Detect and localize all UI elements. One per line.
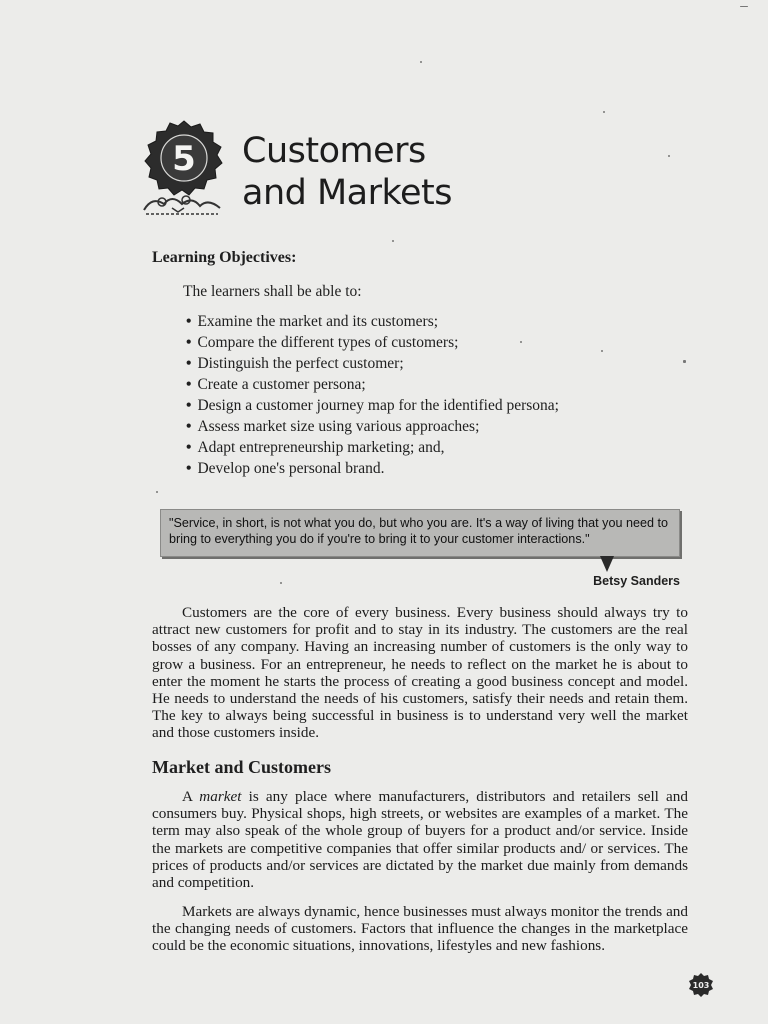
objective-item: • Distinguish the perfect customer; xyxy=(186,353,559,374)
scan-speck xyxy=(156,491,158,493)
objectives-list xyxy=(186,311,559,479)
market-rest-text: is any place where manufacturers, distributors and retailers sell and consumers buy. Physical shops, high streets, or websites are examples of a market. The term may also speak of the whole group of buyers for a product and/or service. Inside the markets are competitive companies that offer similar products and/ or services. The prices of products and/or services are dictated by the market due mainly from demands and competition. xyxy=(152,788,688,892)
quote-author: Betsy Sanders xyxy=(593,574,680,588)
scan-speck xyxy=(740,6,748,7)
intro-paragraph: Customers are the core of every business. Every business should always try to attract new customers for profit and to stay in its industry. The customers are the real bosses of any company. Having an increasing number of customers is the only way to grow a business. For an entrepreneur, he needs to reflect on the market he is about to enter the moment he starts the process of creating a good business concept and model. He needs to understand the needs of his customers, satisfy their needs and retain them. The key to always being successful in business is to understand very well the market and those customers inside. xyxy=(152,604,688,742)
objective-item: • Examine the market and its customers; xyxy=(186,311,559,332)
chapter-title-line2: and Markets xyxy=(242,173,453,213)
quote-text: "Service, in short, is not what you do, but who you are. It's a way of living that you need to bring to everything you do if you're to bring it to your customer interactions." xyxy=(169,516,669,546)
section-heading: Market and Customers xyxy=(152,757,331,777)
scan-speck xyxy=(420,61,422,63)
page-number: 103 xyxy=(692,980,710,990)
learning-objectives-heading: Learning Objectives: xyxy=(152,249,297,266)
scan-speck xyxy=(280,582,282,584)
scan-speck xyxy=(683,360,686,363)
objective-item: • Compare the different types of customers; xyxy=(186,332,559,353)
scan-speck xyxy=(392,240,394,242)
speech-tail-icon xyxy=(598,556,616,574)
chapter-title-line1: Customers xyxy=(242,131,426,171)
chapter-number: 5 xyxy=(172,139,196,179)
market-lead-text: A xyxy=(182,788,200,805)
scan-speck xyxy=(668,155,670,157)
chapter-title xyxy=(242,130,452,214)
scan-speck xyxy=(603,111,605,113)
market-term: market xyxy=(199,788,242,805)
scan-speck xyxy=(520,341,522,343)
objective-item: • Create a customer persona; xyxy=(186,374,559,395)
scan-speck xyxy=(601,350,603,352)
markets-dynamic-paragraph: Markets are always dynamic, hence businesses must always monitor the trends and the changing needs of customers. Factors that influence the changes in the marketplace could be the economic situations, innovations, lifestyles and new fashions. xyxy=(152,903,688,955)
objective-item: • Design a customer journey map for the identified persona; xyxy=(186,395,559,416)
quote-box xyxy=(160,509,680,557)
objective-item: • Develop one's personal brand. xyxy=(186,458,559,479)
objective-item: • Assess market size using various approaches; xyxy=(186,416,559,437)
objective-item: • Adapt entrepreneurship marketing; and, xyxy=(186,437,559,458)
market-definition-paragraph xyxy=(152,788,688,891)
learning-objectives-intro: The learners shall be able to: xyxy=(183,283,362,300)
handshake-doodle-icon xyxy=(142,190,222,220)
